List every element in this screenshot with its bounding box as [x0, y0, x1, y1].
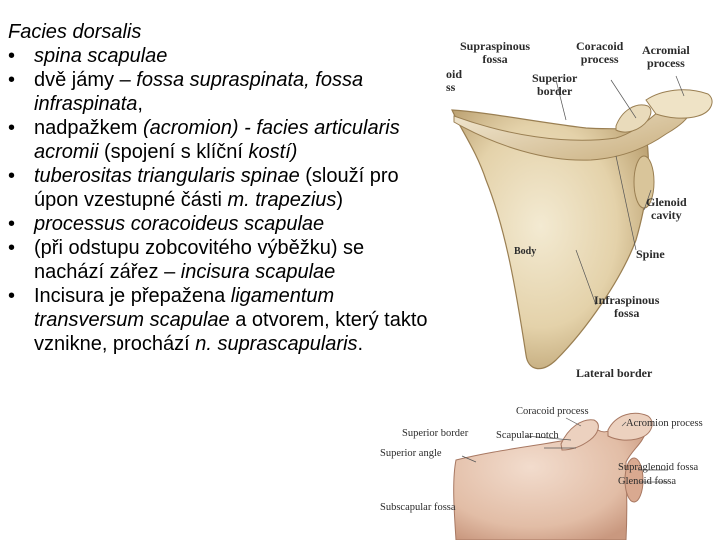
label-lateral-border: Lateral border [576, 366, 653, 380]
label-glenoid-fossa: Glenoid fossa [618, 476, 677, 487]
bullet-text: (acromion) - facies articularis acromii [34, 117, 400, 163]
label-body: Body [514, 246, 537, 257]
bullet-item [8, 68, 438, 116]
scapula-posterior-figure [446, 30, 720, 400]
bullet-text: Incisura je přepažena [34, 285, 231, 307]
label-acromion-process: Acromion process [626, 418, 703, 429]
bullet-text: processus coracoideus scapulae [34, 213, 325, 235]
label-infraspinous-fossa: Infraspinous fossa [594, 293, 660, 320]
acromion-shape [646, 90, 712, 118]
bullet-text: fossa supraspinata, fossa infraspinata [34, 69, 364, 115]
bullet-text: ligamentum transversum scapulae [34, 285, 335, 331]
label-cut-left: oid ss [446, 67, 463, 94]
bullet-text: spina scapulae [34, 45, 168, 67]
label-supraglenoid-fossa: Supraglenoid fossa [618, 462, 699, 473]
label-glenoid-cavity: Glenoid cavity [646, 195, 687, 222]
bullet-item [8, 116, 438, 164]
bullet-text: a otvorem, který takto vznikne, prochází [34, 309, 428, 355]
label-superior-border: Superior border [532, 71, 578, 98]
bullet-item [8, 44, 438, 68]
bullet-text: , [137, 93, 143, 115]
bullet-text: incisura scapulae [180, 261, 336, 283]
bullet-item [8, 164, 438, 212]
bullet-text: (slouží pro úpon vzestupné části [34, 165, 399, 211]
bullet-text: m. trapezius [227, 189, 337, 211]
slide-heading: Facies dorsalis [8, 21, 142, 43]
bullet-text: (spojení s klíční [98, 141, 249, 163]
bullet-item [8, 236, 438, 284]
label-superior-border-b: Superior border [402, 428, 469, 439]
bullet-text: (při odstupu zobcovitého výběžku) se nachází zářez – [34, 237, 365, 283]
bullet-text: . [357, 333, 364, 355]
label-supraspinous-fossa: Supraspinous fossa [460, 39, 531, 66]
label-subscapular-fossa: Subscapular fossa [380, 502, 456, 513]
bullet-list [8, 44, 438, 356]
label-spine: Spine [636, 247, 665, 261]
bullet-text: kostí) [248, 141, 298, 163]
slide-text [8, 20, 438, 356]
scapula-anterior-figure [376, 400, 720, 540]
label-acromial-process: Acromial process [642, 43, 690, 70]
bullet-text: dvě jámy – [34, 69, 137, 91]
label-scapular-notch: Scapular notch [496, 430, 559, 441]
label-coracoid-process: Coracoid process [576, 39, 624, 66]
label-superior-angle: Superior angle [380, 448, 442, 459]
label-coracoid-process-b: Coracoid process [516, 406, 589, 417]
bullet-text: ) [336, 189, 344, 211]
bullet-text: n. suprascapularis [195, 333, 358, 355]
bullet-text: nadpažkem [34, 117, 143, 139]
bullet-item [8, 284, 438, 356]
bullet-item [8, 212, 438, 236]
bullet-text: tuberositas triangularis spinae [34, 165, 300, 187]
